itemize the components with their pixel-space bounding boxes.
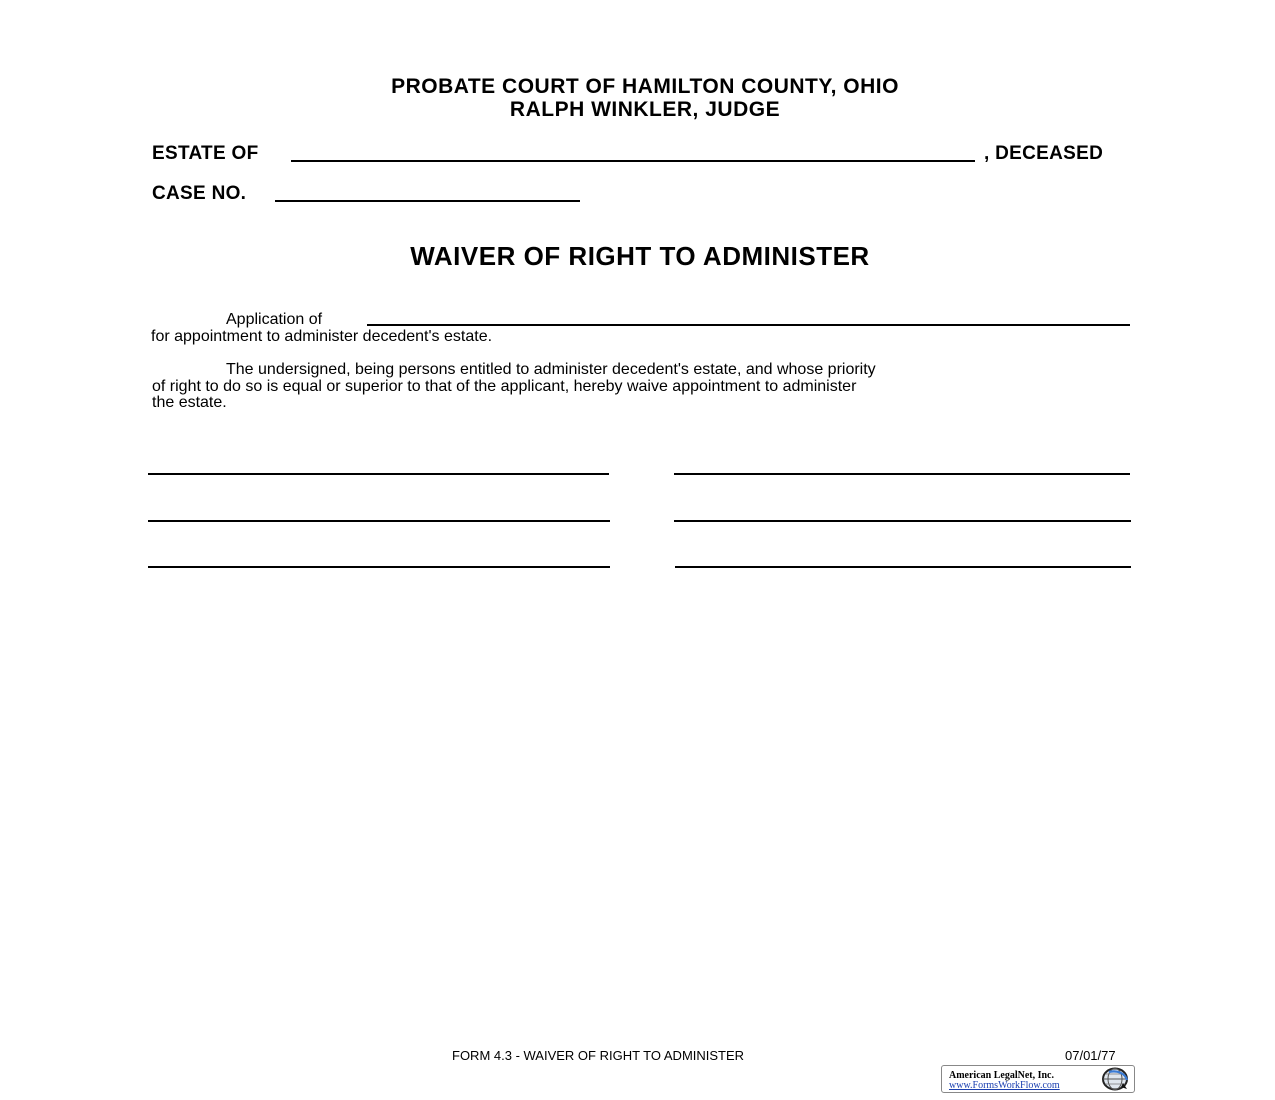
application-continuation: for appointment to administer decedent's estate. [151, 328, 493, 345]
form-title: WAIVER OF RIGHT TO ADMINISTER [410, 241, 870, 271]
publisher-badge[interactable] [941, 1065, 1135, 1093]
signature-line[interactable] [674, 473, 1130, 475]
applicant-name-field[interactable] [367, 324, 1130, 326]
court-name: PROBATE COURT OF HAMILTON COUNTY, OHIO [391, 75, 899, 98]
application-label: Application of [226, 311, 323, 328]
signature-line[interactable] [148, 566, 610, 568]
publisher-url[interactable]: www.FormsWorkFlow.com [949, 1080, 1060, 1091]
estate-label: ESTATE OF [152, 143, 259, 164]
form-date: 07/01/77 [1065, 1048, 1116, 1063]
deceased-label: , DECEASED [984, 143, 1104, 164]
signature-line[interactable] [674, 520, 1131, 522]
form-id: FORM 4.3 - WAIVER OF RIGHT TO ADMINISTER [452, 1048, 745, 1063]
publisher-name: American LegalNet, Inc. [949, 1070, 1054, 1081]
waiver-text-line-2: of right to do so is equal or superior to that of the applicant, hereby waive appointment to administer [152, 378, 857, 395]
case-number-field[interactable] [275, 200, 580, 202]
signature-line[interactable] [148, 473, 609, 475]
waiver-text-line-3: the estate. [152, 394, 227, 411]
globe-icon [1097, 1067, 1131, 1091]
waiver-text-line-1: The undersigned, being persons entitled to administer decedent's estate, and whose priority [226, 361, 876, 378]
signature-line[interactable] [148, 520, 610, 522]
estate-name-field[interactable] [291, 160, 975, 162]
signature-line[interactable] [675, 566, 1131, 568]
judge-name: RALPH WINKLER, JUDGE [509, 98, 781, 121]
case-number-label: CASE NO. [152, 183, 247, 204]
